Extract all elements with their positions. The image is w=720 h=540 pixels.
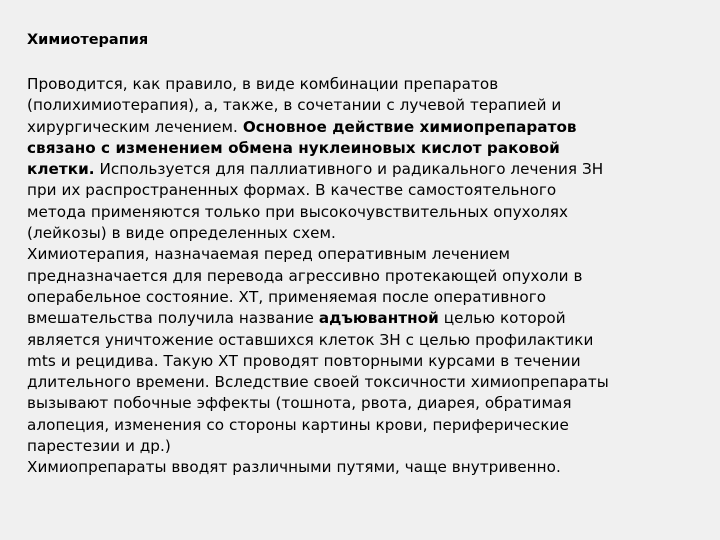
text-line: [27, 330, 700, 351]
text-line: [27, 180, 700, 201]
text-run: Проводится, как правило, в виде комбинации препаратов: [27, 75, 499, 93]
text-run: mts и рецидива. Такую ХТ проводят повторными курсами в течении: [27, 351, 581, 370]
text-run: (полихимиотерапия), а, также, в сочетании с лучевой терапией и: [27, 96, 562, 115]
text-run: длительного времени. Вследствие своей токсичности химиопрепараты: [27, 373, 609, 392]
text-line: [27, 159, 700, 180]
text-line: [27, 308, 700, 329]
text-run: вмешательства получила название: [27, 309, 319, 328]
text-line: [27, 457, 700, 478]
text-run: алопеция, изменения со стороны картины крови, периферические: [27, 415, 569, 434]
text-run: Химиопрепараты вводят различными путями, чаще внутривенно.: [27, 458, 561, 477]
bold-text-run: адъювантной: [318, 309, 439, 328]
document-body: [27, 74, 700, 479]
text-run: предназначается для перевода агрессивно протекающей опухоли в: [27, 266, 583, 285]
text-line: [27, 202, 700, 223]
text-run: целью которой: [438, 309, 566, 328]
bold-text-run: Основное действие химиопрепаратов: [242, 117, 577, 136]
text-line: [27, 223, 700, 244]
text-line: [27, 372, 700, 393]
text-line: [27, 244, 700, 265]
text-run: (лейкозы) в виде определенных схем.: [27, 224, 336, 243]
text-line: [27, 393, 700, 414]
text-run: операбельное состояние. ХТ, применяемая после оперативного: [27, 287, 547, 306]
text-line: [27, 74, 700, 95]
text-run: Используется для паллиативного и радикального лечения ЗН: [94, 160, 604, 179]
text-run: вызывают побочные эффекты (тошнота, рвота, диарея, обратимая: [27, 394, 572, 413]
text-run: является уничтожение оставшихся клеток ЗН с целью профилактики: [27, 330, 594, 349]
text-line: [27, 287, 700, 308]
text-run: хирургическим лечением.: [27, 117, 243, 136]
document-title: Химиотерапия: [27, 32, 149, 48]
bold-text-run: клетки.: [27, 160, 95, 179]
text-line: [27, 415, 700, 436]
text-line: [27, 95, 700, 116]
text-run: парестезии и др.): [27, 437, 171, 456]
text-line: [27, 117, 700, 138]
text-line: [27, 266, 700, 287]
text-line: [27, 351, 700, 372]
text-line: [27, 138, 700, 159]
text-line: [27, 436, 700, 457]
text-run: метода применяются только при высокочувствительных опухолях: [27, 202, 569, 221]
bold-text-run: связано с изменением обмена нуклеиновых кислот раковой: [27, 138, 560, 157]
text-run: Химиотерапия, назначаемая перед оперативным лечением: [27, 245, 511, 264]
text-run: при их распространенных формах. В качестве самостоятельного: [27, 181, 557, 200]
